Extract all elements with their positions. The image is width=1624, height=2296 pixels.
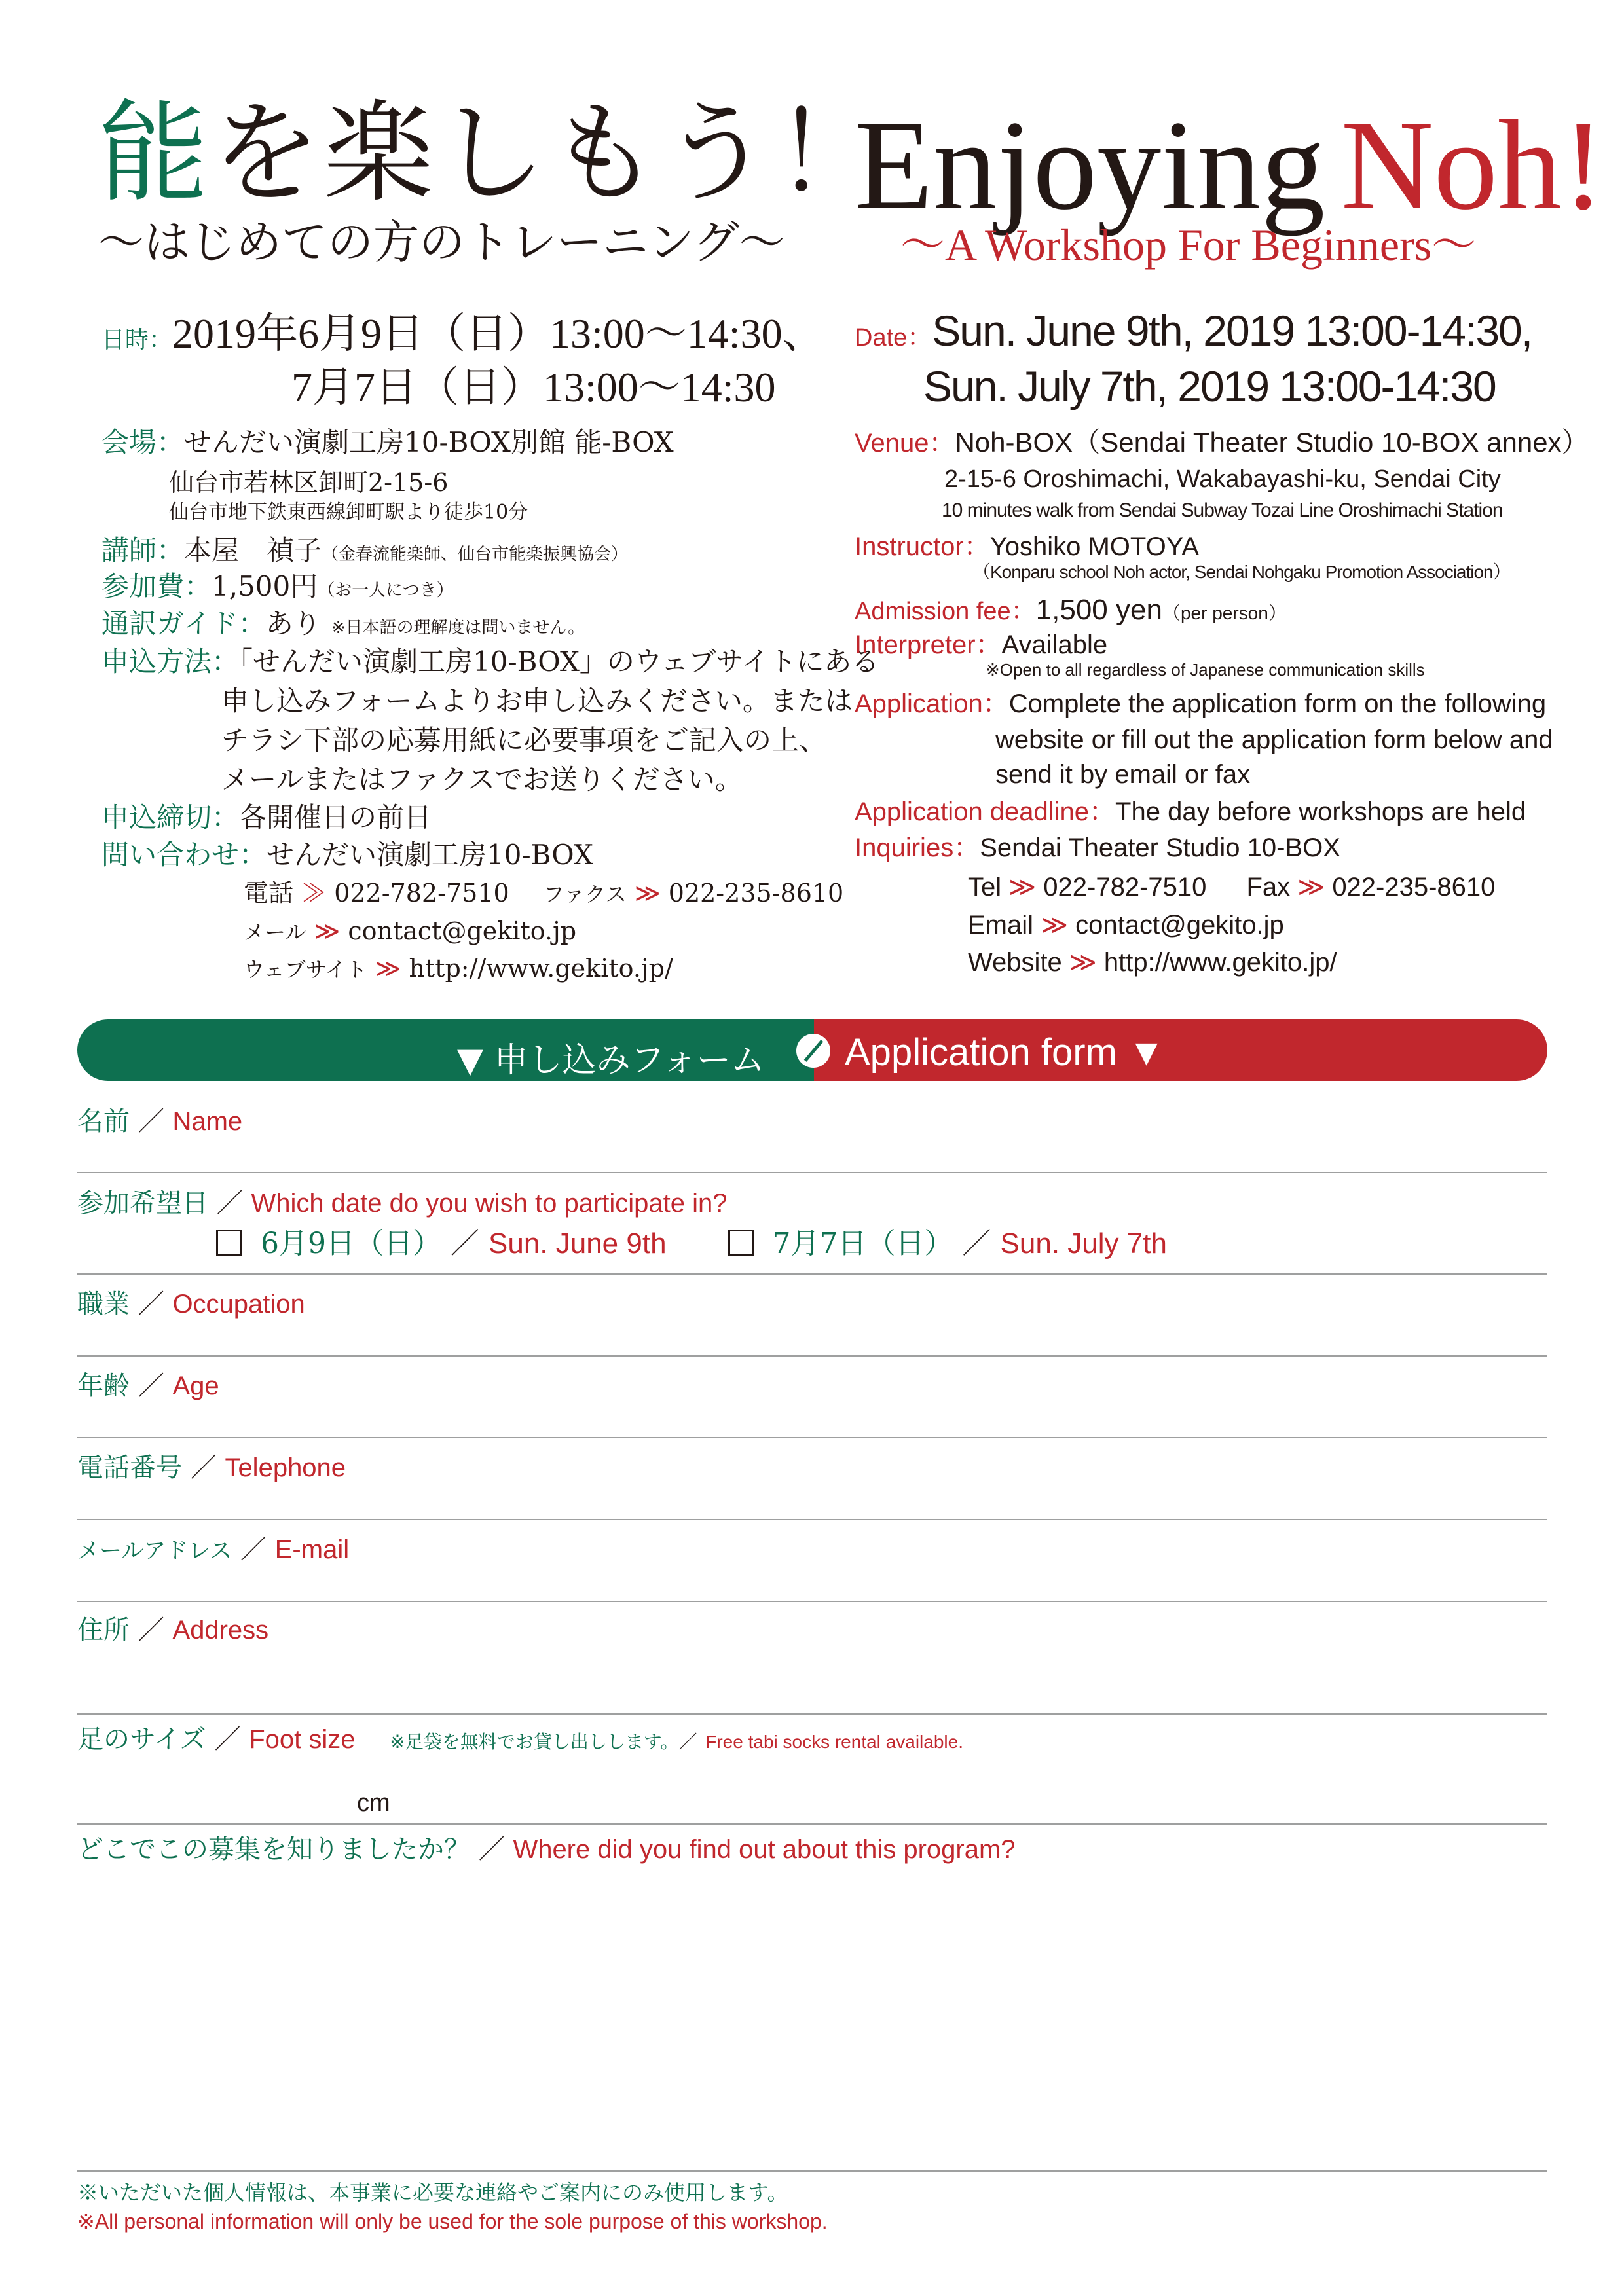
arrow-icon: ≫ <box>301 879 327 907</box>
en-deadline <box>855 799 1526 825</box>
checkbox-june[interactable] <box>216 1230 242 1256</box>
jp-web-value[interactable]: http://www.gekito.jp/ <box>409 954 673 983</box>
field-tel-en: Telephone <box>225 1453 346 1482</box>
checkbox-july[interactable] <box>728 1230 754 1256</box>
jp-fax-value: 022-235-8610 <box>668 879 844 907</box>
field-date-en: Which date do you wish to participate in? <box>251 1189 728 1218</box>
arrow-icon: ≫ <box>1008 873 1037 902</box>
field-rule <box>77 1273 1547 1275</box>
jp-apply-line2: 申し込みフォームよりお申し込みください。または <box>221 685 853 717</box>
jp-date-label: 日時： <box>101 327 173 353</box>
jp-date-line1: 2019年6月9日（日）13:00〜14:30、 <box>172 310 824 357</box>
field-separator: ／ <box>190 1453 217 1483</box>
jp-venue-name: せんだい演劇工房10-BOX別館 能-BOX <box>184 426 674 458</box>
jp-apply-line1: 「せんだい演劇工房10-BOX」のウェブサイトにある <box>239 646 879 678</box>
jp-web-label: ウェブサイト <box>244 957 367 982</box>
jp-guide-label: 通訳ガイド： <box>101 608 266 640</box>
privacy-note-en: ※All personal information will only be used for the sole purpose of this workshop. <box>77 2210 828 2233</box>
field-age-jp: 年齢 <box>77 1371 130 1401</box>
jp-mail-label: メール <box>244 920 306 945</box>
opt2-jp: 7月7日（日） <box>772 1227 953 1260</box>
en-interp-note: ※Open to all regardless of Japanese communication skills <box>986 660 1425 680</box>
jp-tel-value: 022-782-7510 <box>334 879 509 907</box>
en-apply-line2: website or fill out the application form below and <box>995 725 1553 754</box>
field-tel-jp: 電話番号 <box>77 1453 182 1483</box>
banner-label-en: Application form ▼ <box>845 1031 1166 1074</box>
jp-guide <box>101 610 585 638</box>
field-separator: ／ <box>240 1535 267 1565</box>
en-apply-label: Application： <box>855 689 1009 718</box>
jp-fee-label: 参加費： <box>101 570 212 602</box>
field-name-en: Name <box>172 1107 243 1136</box>
en-tel-fax <box>968 874 1495 900</box>
field-occupation-jp: 職業 <box>77 1289 130 1319</box>
arrow-icon: ≫ <box>1041 911 1069 939</box>
jp-venue-access: 仙台市地下鉄東西線卸町駅より徒歩10分 <box>169 501 528 524</box>
en-apply <box>855 691 1546 717</box>
opt1-jp: 6月9日（日） <box>261 1227 441 1260</box>
jp-inquiry-value: せんだい演劇工房10-BOX <box>267 839 593 871</box>
field-address-jp: 住所 <box>77 1615 130 1645</box>
field-separator: ／ <box>962 1227 991 1260</box>
arrow-icon: ≫ <box>314 917 341 945</box>
en-instructor-label: Instructor： <box>855 532 990 561</box>
field-foot-en: Foot size <box>249 1725 356 1754</box>
jp-date <box>101 310 824 357</box>
jp-venue <box>101 426 674 458</box>
en-interp-label: Interpreter： <box>855 630 1002 659</box>
field-address-en: Address <box>172 1616 269 1645</box>
arrow-icon: ≫ <box>1297 873 1325 902</box>
field-separator: ／ <box>138 1289 164 1319</box>
field-date-jp: 参加希望日 <box>77 1188 208 1218</box>
en-instructor-note: （Konparu school Noh actor, Sendai Nohgaku Promotion Association） <box>972 562 1511 582</box>
title-en <box>855 94 1605 236</box>
jp-mail-value[interactable]: contact@gekito.jp <box>348 917 577 945</box>
jp-instructor-name: 本屋 禎子 <box>184 534 322 566</box>
field-email-en: E-mail <box>274 1535 350 1564</box>
en-date <box>855 306 1532 355</box>
field-rule <box>77 1519 1547 1520</box>
field-date <box>77 1190 728 1216</box>
field-separator: ／ <box>214 1724 241 1755</box>
field-age-en: Age <box>172 1372 219 1400</box>
field-separator: ／ <box>451 1227 479 1260</box>
field-separator: ／ <box>138 1615 164 1645</box>
en-venue-name: Noh-BOX（Sendai Theater Studio 10-BOX annex） <box>955 427 1589 458</box>
foot-note-jp: ※足袋を無料でお貸し出しします。 <box>390 1731 679 1753</box>
en-web <box>968 949 1337 975</box>
title-jp-accent: 能 <box>98 89 211 217</box>
field-source[interactable] <box>77 1836 1016 1863</box>
date-options <box>216 1227 1167 1260</box>
banner-label-jp: ▼ 申し込みフォーム <box>457 1041 765 1080</box>
field-source-jp: どこでこの募集を知りましたか？ <box>77 1834 470 1865</box>
field-occupation[interactable] <box>77 1291 305 1317</box>
en-inquiry-label: Inquiries： <box>855 833 980 862</box>
en-venue-label: Venue： <box>855 429 955 458</box>
jp-apply-line4: メールまたはファクスでお送りください。 <box>221 763 743 795</box>
en-deadline-value: The day before workshops are held <box>1115 797 1526 826</box>
en-fee-label: Admission fee： <box>855 598 1036 625</box>
jp-fee-value: 1,500円 <box>212 570 318 602</box>
jp-fee <box>101 570 454 602</box>
jp-tel-label: 電話 <box>244 879 294 907</box>
en-date-line1: Sun. June 9th, 2019 13:00-14:30, <box>932 306 1532 355</box>
field-foot-jp: 足のサイズ <box>77 1724 206 1755</box>
foot-note-en: Free tabi socks rental available. <box>705 1732 963 1752</box>
foot-unit: cm <box>357 1789 390 1817</box>
field-rule <box>77 1713 1547 1715</box>
en-fee-value: 1,500 yen <box>1035 594 1162 626</box>
en-fee <box>855 596 1287 625</box>
jp-deadline <box>101 801 432 833</box>
en-instructor-name: Yoshiko MOTOYA <box>989 532 1200 561</box>
field-name[interactable] <box>77 1108 242 1135</box>
en-venue <box>855 429 1589 456</box>
jp-date-line2: 7月7日（日）13:00〜14:30 <box>291 364 776 410</box>
field-rule <box>77 1355 1547 1357</box>
field-rule <box>77 1437 1547 1438</box>
en-inquiry-value: Sendai Theater Studio 10-BOX <box>980 833 1340 862</box>
jp-mail <box>244 919 576 943</box>
field-email[interactable] <box>77 1537 349 1563</box>
field-separator: ／ <box>138 1371 164 1401</box>
jp-venue-address: 仙台市若林区卸町2-15-6 <box>169 468 449 497</box>
en-tel-label: Tel <box>968 873 1002 902</box>
jp-fax-label: ファクス <box>543 882 627 907</box>
privacy-note-jp: ※いただいた個人情報は、本事業に必要な連絡やご案内にのみ使用します。 <box>77 2180 788 2205</box>
en-date-label: Date： <box>855 324 932 352</box>
en-web-label: Website <box>968 948 1062 977</box>
jp-instructor-label: 講師： <box>101 534 185 566</box>
jp-apply <box>101 648 879 676</box>
subtitle-en: 〜A Workshop For Beginners〜 <box>900 220 1477 270</box>
jp-venue-label: 会場： <box>101 426 185 458</box>
en-venue-access: 10 minutes walk from Sendai Subway Tozai Line Oroshimachi Station <box>942 500 1503 521</box>
en-fax-value: 022-235-8610 <box>1332 873 1496 902</box>
jp-instructor-note: （金春流能楽師、仙台市能楽振興協会） <box>322 545 629 564</box>
field-address[interactable] <box>77 1617 268 1643</box>
field-separator: ／ <box>478 1834 505 1865</box>
jp-guide-note: ※日本語の理解度は問いません。 <box>331 618 585 638</box>
field-rule <box>77 1823 1547 1825</box>
en-web-value[interactable]: http://www.gekito.jp/ <box>1103 948 1337 977</box>
field-rule <box>77 1172 1547 1173</box>
jp-inquiry <box>101 841 593 869</box>
field-email-jp: メールアドレス <box>77 1538 232 1564</box>
arrow-icon: ≫ <box>375 954 401 983</box>
en-interp-value: Available <box>1001 630 1108 659</box>
en-venue-address: 2-15-6 Oroshimachi, Wakabayashi-ku, Sendai City <box>944 465 1501 493</box>
field-separator: ／ <box>138 1106 164 1137</box>
en-fax-label: Fax <box>1246 873 1291 902</box>
jp-tel-fax <box>244 881 843 905</box>
field-age[interactable] <box>77 1373 219 1399</box>
slash-icon <box>796 1034 830 1068</box>
arrow-icon: ≫ <box>634 879 661 907</box>
en-apply-line1: Complete the application form on the following <box>1008 689 1547 718</box>
jp-guide-value: あり <box>265 608 321 640</box>
footer-rule <box>77 2170 1547 2172</box>
en-mail <box>968 912 1284 938</box>
title-jp <box>98 89 887 217</box>
opt2-en: Sun. July 7th <box>1000 1228 1167 1260</box>
en-tel-value: 022-782-7510 <box>1043 873 1207 902</box>
jp-apply-line3: チラシ下部の応募用紙に必要事項をご記入の上、 <box>221 724 827 756</box>
field-separator: ／ <box>678 1731 697 1753</box>
en-inquiry <box>855 835 1340 861</box>
field-name-jp: 名前 <box>77 1106 130 1137</box>
en-interpreter <box>855 632 1107 658</box>
en-date-line2: Sun. July 7th, 2019 13:00-14:30 <box>923 362 1496 410</box>
jp-apply-label: 申込方法： <box>101 646 240 678</box>
field-telephone[interactable] <box>77 1455 346 1481</box>
field-occupation-en: Occupation <box>172 1290 305 1319</box>
opt1-en: Sun. June 9th <box>489 1228 667 1260</box>
en-mail-label: Email <box>968 911 1034 939</box>
jp-deadline-label: 申込締切： <box>101 801 240 833</box>
jp-deadline-value: 各開催日の前日 <box>239 801 432 833</box>
field-source-en: Where did you find out about this program? <box>513 1835 1016 1864</box>
en-deadline-label: Application deadline： <box>855 797 1116 826</box>
jp-instructor <box>101 534 629 566</box>
jp-fee-note: （お一人につき） <box>318 581 454 600</box>
arrow-icon: ≫ <box>1069 948 1097 977</box>
jp-web <box>244 956 673 981</box>
en-apply-line3: send it by email or fax <box>995 760 1251 789</box>
title-jp-rest: を楽しもう！ <box>211 89 887 217</box>
en-fee-note: （per person） <box>1162 603 1287 623</box>
field-foot-size[interactable] <box>77 1726 963 1753</box>
jp-inquiry-label: 問い合わせ： <box>101 839 267 871</box>
application-form-banner <box>77 1019 1547 1081</box>
en-mail-value[interactable]: contact@gekito.jp <box>1075 911 1284 939</box>
title-en-accent: Noh! <box>1340 94 1605 236</box>
field-separator: ／ <box>216 1188 243 1218</box>
en-instructor <box>855 534 1199 560</box>
title-en-main: Enjoying <box>855 94 1325 236</box>
field-rule <box>77 1601 1547 1602</box>
subtitle-jp: 〜はじめての方のトレーニング〜 <box>98 215 785 269</box>
